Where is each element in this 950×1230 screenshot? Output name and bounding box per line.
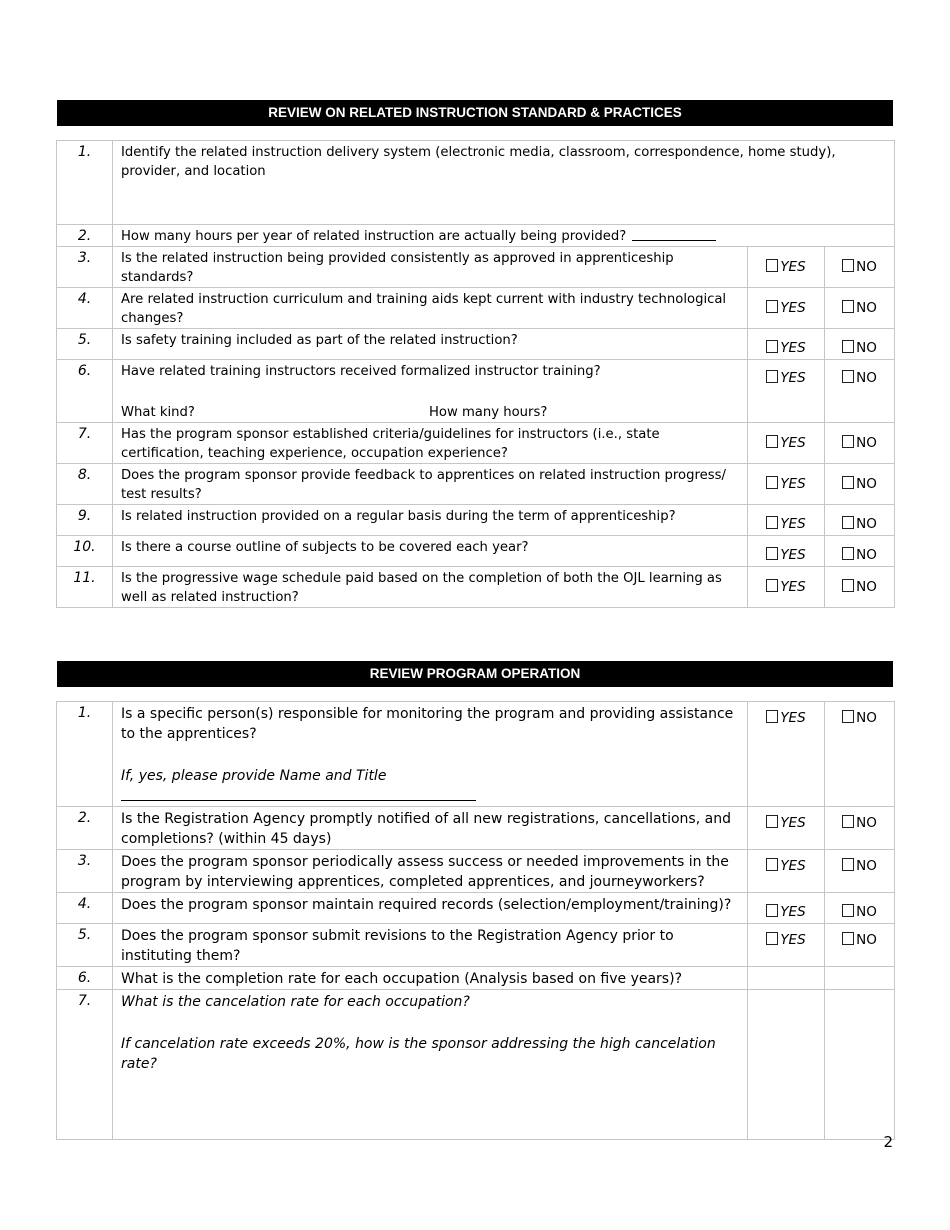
checkbox-icon <box>842 435 854 448</box>
row-number: 4. <box>57 893 113 924</box>
checkbox-icon <box>766 904 778 917</box>
question-text: Has the program sponsor established criteria/guidelines for instructors (i.e., state certification, teaching experience, occupation experience? <box>113 423 748 464</box>
table-row <box>57 967 895 990</box>
checkbox-icon <box>842 710 854 723</box>
question-text: Is there a course outline of subjects to be covered each year? <box>113 536 748 567</box>
table-row <box>57 423 895 464</box>
row-number: 5. <box>57 329 113 360</box>
table-row <box>57 807 895 850</box>
checkbox-icon <box>842 579 854 592</box>
question-text: Does the program sponsor maintain required records (selection/employment/training)? <box>113 893 748 924</box>
no-checkbox[interactable]: NO <box>825 567 895 608</box>
related-instruction-table <box>56 140 895 608</box>
checkbox-icon <box>842 340 854 353</box>
checkbox-icon <box>766 579 778 592</box>
row-number: 2. <box>57 807 113 850</box>
question-text: Does the program sponsor periodically assess success or needed improvements in the program by interviewing apprentices, completed apprentices, and journeyworkers? <box>113 850 748 893</box>
what-kind-label: What kind? <box>121 405 195 420</box>
no-checkbox[interactable]: NO <box>825 423 895 464</box>
row-number: 4. <box>57 288 113 329</box>
no-checkbox[interactable]: NO <box>825 850 895 893</box>
no-checkbox[interactable]: NO <box>825 702 895 807</box>
question-text: Identify the related instruction delivery system (electronic media, classroom, correspondence, home study), provider, and location <box>113 141 895 225</box>
question-text: Is a specific person(s) responsible for monitoring the program and providing assistance to the apprentices? <box>121 706 734 742</box>
checkbox-icon <box>842 547 854 560</box>
yes-checkbox[interactable]: YES <box>748 360 825 423</box>
checkbox-icon <box>766 547 778 560</box>
row-number: 2. <box>57 225 113 247</box>
checkbox-icon <box>842 815 854 828</box>
no-checkbox[interactable]: NO <box>825 924 895 967</box>
yes-checkbox[interactable]: YES <box>748 536 825 567</box>
checkbox-icon <box>842 516 854 529</box>
no-checkbox[interactable]: NO <box>825 807 895 850</box>
checkbox-icon <box>766 300 778 313</box>
row-number: 5. <box>57 924 113 967</box>
row-number: 11. <box>57 567 113 608</box>
no-checkbox[interactable]: NO <box>825 329 895 360</box>
question-text: What is the completion rate for each occupation (Analysis based on five years)? <box>113 967 748 990</box>
checkbox-icon <box>766 476 778 489</box>
how-many-hours-label: How many hours? <box>429 405 548 420</box>
yes-checkbox[interactable]: YES <box>748 850 825 893</box>
program-operation-table <box>56 701 895 1140</box>
table-row <box>57 141 895 225</box>
no-checkbox[interactable]: NO <box>825 505 895 536</box>
row-number: 1. <box>57 141 113 225</box>
answer-cell[interactable] <box>825 967 895 990</box>
table-row <box>57 247 895 288</box>
row-number: 6. <box>57 360 113 423</box>
page-number: 2 <box>883 1133 893 1151</box>
table-row <box>57 702 895 807</box>
question-text: Is the progressive wage schedule paid based on the completion of both the OJL learning as well as related instruction? <box>113 567 748 608</box>
answer-cell[interactable] <box>825 990 895 1140</box>
name-title-field[interactable] <box>121 786 476 801</box>
table-row <box>57 850 895 893</box>
table-row <box>57 505 895 536</box>
checkbox-icon <box>766 516 778 529</box>
table-row <box>57 990 895 1140</box>
hours-answer-field[interactable] <box>632 227 716 241</box>
table-row <box>57 893 895 924</box>
question-text: Is the related instruction being provided consistently as approved in apprenticeship standards? <box>113 247 748 288</box>
table-row <box>57 329 895 360</box>
table-row <box>57 360 895 423</box>
row-number: 1. <box>57 702 113 807</box>
no-checkbox[interactable]: NO <box>825 247 895 288</box>
answer-cell[interactable] <box>748 990 825 1140</box>
checkbox-icon <box>766 370 778 383</box>
checkbox-icon <box>766 932 778 945</box>
question-text: Is safety training included as part of the related instruction? <box>113 329 748 360</box>
name-title-line <box>121 766 739 806</box>
row-number: 3. <box>57 850 113 893</box>
row-number: 10. <box>57 536 113 567</box>
row-number: 9. <box>57 505 113 536</box>
row-number: 7. <box>57 423 113 464</box>
row-number: 8. <box>57 464 113 505</box>
checkbox-icon <box>842 476 854 489</box>
checkbox-icon <box>766 435 778 448</box>
checkbox-icon <box>842 932 854 945</box>
question-cell <box>113 702 748 807</box>
checkbox-icon <box>766 259 778 272</box>
question-text: How many hours per year of related instruction are actually being provided? <box>121 229 627 244</box>
checkbox-icon <box>842 904 854 917</box>
yes-checkbox[interactable]: YES <box>748 329 825 360</box>
row-number: 3. <box>57 247 113 288</box>
table-row <box>57 924 895 967</box>
checkbox-icon <box>766 815 778 828</box>
section-header-related-instruction: REVIEW ON RELATED INSTRUCTION STANDARD & PRACTICES <box>57 100 893 126</box>
yes-checkbox[interactable]: YES <box>748 807 825 850</box>
yes-checkbox[interactable]: YES <box>748 567 825 608</box>
checkbox-icon <box>766 340 778 353</box>
yes-checkbox[interactable]: YES <box>748 702 825 807</box>
yes-checkbox[interactable]: YES <box>748 247 825 288</box>
no-checkbox[interactable]: NO <box>825 536 895 567</box>
yes-checkbox[interactable]: YES <box>748 464 825 505</box>
row-number: 6. <box>57 967 113 990</box>
table-row <box>57 536 895 567</box>
checkbox-icon <box>842 300 854 313</box>
question-text: Is the Registration Agency promptly notified of all new registrations, cancellations, and completions? (within 45 days) <box>113 807 748 850</box>
yes-checkbox[interactable]: YES <box>748 505 825 536</box>
no-checkbox[interactable]: NO <box>825 893 895 924</box>
question-text: Are related instruction curriculum and training aids kept current with industry technological changes? <box>113 288 748 329</box>
yes-checkbox[interactable]: YES <box>748 924 825 967</box>
checkbox-icon <box>766 858 778 871</box>
checkbox-icon <box>842 370 854 383</box>
question-text: Have related training instructors received formalized instructor training? <box>121 364 601 379</box>
question-text: Does the program sponsor provide feedback to apprentices on related instruction progress/ test results? <box>113 464 748 505</box>
yes-checkbox[interactable]: YES <box>748 423 825 464</box>
checkbox-icon <box>842 259 854 272</box>
yes-checkbox[interactable]: YES <box>748 893 825 924</box>
question-text: What is the cancelation rate for each occupation? <box>121 994 470 1010</box>
name-title-label: If, yes, please provide Name and Title <box>121 768 387 784</box>
yes-checkbox[interactable]: YES <box>748 288 825 329</box>
question-cell <box>113 360 748 423</box>
no-checkbox[interactable]: NO <box>825 288 895 329</box>
answer-cell[interactable] <box>748 967 825 990</box>
section-header-program-operation: REVIEW PROGRAM OPERATION <box>57 661 893 687</box>
question-cell <box>113 990 748 1140</box>
row-number: 7. <box>57 990 113 1140</box>
checkbox-icon <box>842 858 854 871</box>
table-row <box>57 288 895 329</box>
checkbox-icon <box>766 710 778 723</box>
instructor-training-details <box>121 403 739 422</box>
question-subtext: If cancelation rate exceeds 20%, how is the sponsor addressing the high cancelation rate? <box>121 1036 716 1072</box>
question-cell <box>113 225 895 247</box>
no-checkbox[interactable]: NO <box>825 464 895 505</box>
table-row <box>57 567 895 608</box>
table-row <box>57 464 895 505</box>
no-checkbox[interactable]: NO <box>825 360 895 423</box>
table-row <box>57 225 895 247</box>
question-text: Is related instruction provided on a regular basis during the term of apprenticeship? <box>113 505 748 536</box>
question-text: Does the program sponsor submit revisions to the Registration Agency prior to instituting them? <box>113 924 748 967</box>
